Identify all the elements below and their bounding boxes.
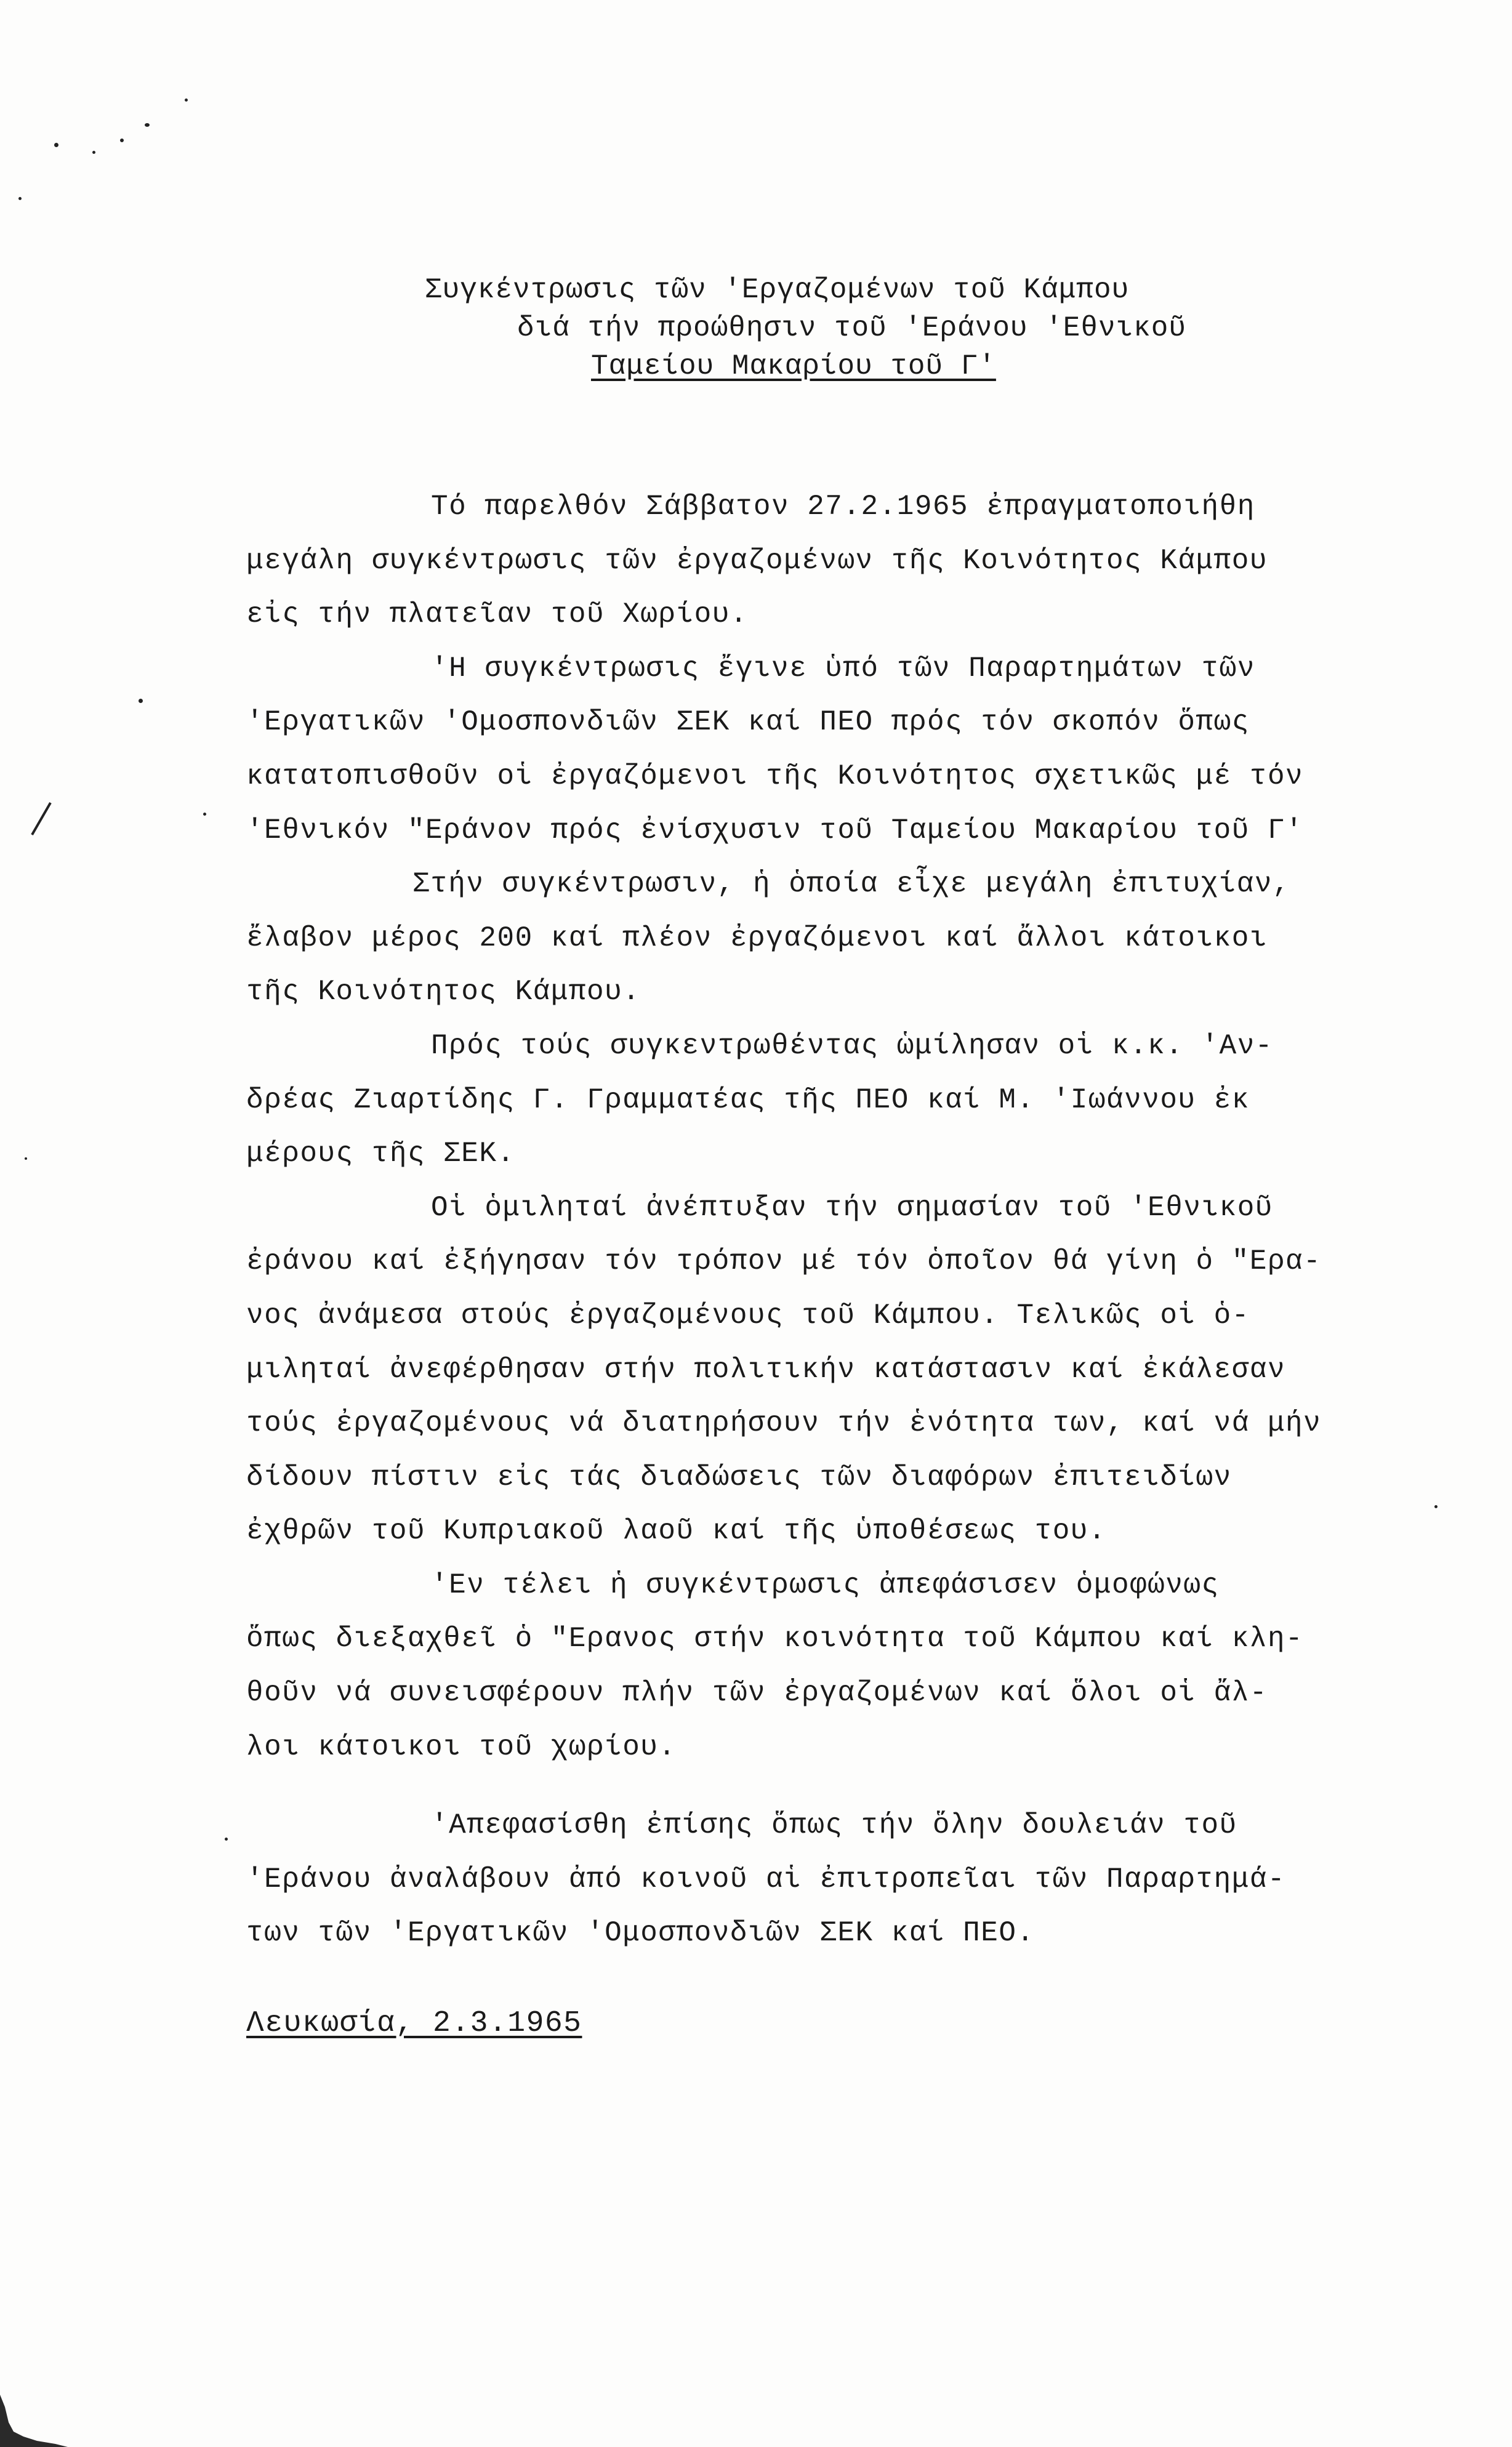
body-line: Τό παρελθόν Σάββατον 27.2.1965 ἐπραγματοποιήθη bbox=[431, 491, 1255, 523]
title-line-3: Ταμείου Μακαρίου τοῦ Γ' bbox=[591, 350, 996, 382]
body-line: ἔλαβον μέρος 200 καί πλέον ἐργαζόμενοι καί ἄλλοι κάτοικοι bbox=[246, 922, 1268, 954]
body-line: 'Εθνικόν "Εράνον πρός ἐνίσχυσιν τοῦ Ταμείου Μακαρίου τοῦ Γ' bbox=[246, 814, 1304, 846]
body-line: 'Εργατικῶν 'Ομοσπονδιῶν ΣΕΚ καί ΠΕΟ πρός τόν σκοπόν ὅπως bbox=[246, 706, 1250, 739]
body-line: 'Απεφασίσθη ἐπίσης ὅπως τήν ὅλην δουλειάν τοῦ bbox=[431, 1809, 1237, 1842]
body-line: 'Εν τέλει ἡ συγκέντρωσις ἀπεφάσισεν ὁμοφώνως bbox=[431, 1569, 1220, 1601]
document-body bbox=[246, 480, 1391, 1961]
body-line: δίδουν πίστιν εἰς τάς διαδώσεις τῶν διαφόρων ἐπιτειδίων bbox=[246, 1461, 1232, 1493]
body-line: 'Η συγκέντρωσις ἔγινε ὑπό τῶν Παραρτημάτων τῶν bbox=[431, 652, 1255, 685]
body-line: λοι κάτοικοι τοῦ χωρίου. bbox=[246, 1730, 677, 1763]
scan-speck bbox=[1434, 1505, 1438, 1508]
place-date-signoff: Λευκωσία, 2.3.1965 bbox=[246, 2007, 582, 2040]
title-line-2: διά τήν προώθησιν τοῦ 'Εράνου 'Εθνικοῦ bbox=[517, 312, 1186, 344]
corner-scan-artifact bbox=[0, 2389, 68, 2447]
body-line: νος ἀνάμεσα στούς ἐργαζομένους τοῦ Κάμπου. Τελικῶς οἱ ὁ- bbox=[246, 1299, 1250, 1332]
scan-speck bbox=[92, 151, 95, 154]
title-line-1: Συγκέντρωσις τῶν 'Εργαζομένων τοῦ Κάμπου bbox=[425, 274, 1130, 306]
body-line: Οἱ ὁμιληταί ἀνέπτυξαν τήν σημασίαν τοῦ 'Εθνικοῦ bbox=[431, 1191, 1273, 1224]
body-line: μεγάλη συγκέντρωσις τῶν ἐργαζομένων τῆς Κοινότητος Κάμπου bbox=[246, 544, 1268, 577]
scan-speck bbox=[18, 197, 22, 200]
body-line: μέρους τῆς ΣΕΚ. bbox=[246, 1138, 515, 1170]
paragraph-gap bbox=[246, 1774, 1391, 1799]
scan-speck bbox=[139, 699, 143, 703]
scan-speck bbox=[25, 1157, 27, 1160]
body-line: θοῦν νά συνεισφέρουν πλήν τῶν ἐργαζομένων καί ὅλοι οἱ ἄλ- bbox=[246, 1677, 1268, 1710]
body-line: ἐχθρῶν τοῦ Κυπριακοῦ λαοῦ καί τῆς ὑποθέσεως του. bbox=[246, 1515, 1107, 1548]
body-line: τῆς Κοινότητος Κάμπου. bbox=[246, 976, 641, 1008]
body-line: ἐράνου καί ἐξήγησαν τόν τρόπον μέ τόν ὁποῖον θά γίνη ὁ "Ερα- bbox=[246, 1245, 1322, 1278]
body-line: των τῶν 'Εργατικῶν 'Ομοσπονδιῶν ΣΕΚ καί ΠΕΟ. bbox=[246, 1917, 1035, 1950]
body-line: Πρός τούς συγκεντρωθέντας ὡμίλησαν οἱ κ.κ. 'Αν- bbox=[431, 1029, 1273, 1062]
margin-pen-mark bbox=[31, 802, 51, 835]
body-line: εἰς τήν πλατεῖαν τοῦ Χωρίου. bbox=[246, 598, 748, 631]
scan-speck bbox=[54, 143, 58, 147]
scan-speck bbox=[185, 98, 188, 102]
scan-speck bbox=[145, 123, 150, 127]
body-line: δρέας Ζιαρτίδης Γ. Γραμματέας τῆς ΠΕΟ καί Μ. 'Ιωάννου ἐκ bbox=[246, 1083, 1250, 1116]
body-line: ὅπως διεξαχθεῖ ὁ "Ερανος στήν κοινότητα τοῦ Κάμπου καί κλη- bbox=[246, 1623, 1304, 1655]
document-title bbox=[425, 271, 1348, 385]
scan-speck bbox=[120, 139, 124, 142]
body-line: κατατοπισθοῦν οἱ ἐργαζόμενοι τῆς Κοινότητος σχετικῶς μέ τόν bbox=[246, 760, 1304, 792]
body-line: Στήν συγκέντρωσιν, ἡ ὁποία εἶχε μεγάλη ἐπιτυχίαν, bbox=[412, 868, 1291, 901]
scan-speck bbox=[203, 813, 206, 816]
body-line: τούς ἐργαζομένους νά διατηρήσουν τήν ἑνότητα των, καί νά μήν bbox=[246, 1407, 1322, 1440]
body-line: μιληταί ἀνεφέρθησαν στήν πολιτικήν κατάστασιν καί ἐκάλεσαν bbox=[246, 1353, 1286, 1386]
scan-speck bbox=[225, 1838, 228, 1841]
body-line: 'Εράνου ἀναλάβουν ἀπό κοινοῦ αἱ ἐπιτροπεῖαι τῶν Παραρτημά- bbox=[246, 1863, 1286, 1895]
